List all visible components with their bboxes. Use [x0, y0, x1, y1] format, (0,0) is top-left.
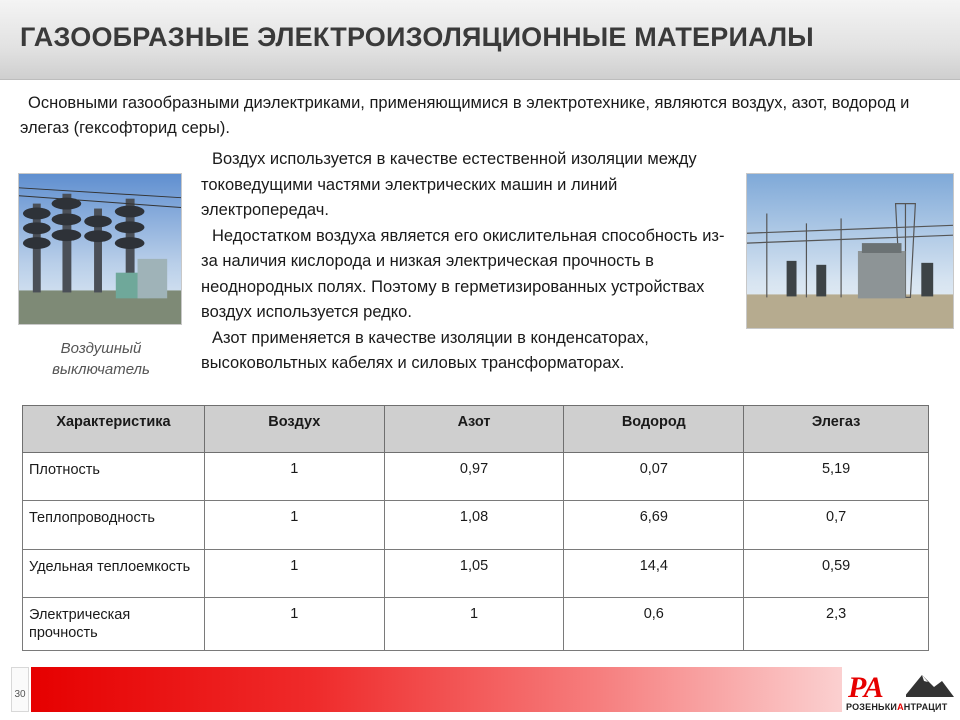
cell-value: 1: [384, 598, 564, 651]
substation-photo: [746, 173, 954, 329]
title-bar: [0, 0, 960, 80]
row-label: Плотность: [23, 453, 205, 501]
slide-title: ГАЗООБРАЗНЫЕ ЭЛЕКТРОИЗОЛЯЦИОННЫЕ МАТЕРИАЛЫ: [20, 22, 814, 52]
cell-value: 6,69: [564, 501, 744, 549]
properties-table: [22, 405, 929, 651]
cell-value: 0,7: [744, 501, 929, 549]
cell-value: 1,05: [384, 549, 564, 597]
cell-value: 1: [204, 501, 384, 549]
cell-value: 0,97: [384, 453, 564, 501]
header-nitrogen: Азот: [384, 406, 564, 453]
table-row: [23, 598, 929, 651]
cell-value: 0,59: [744, 549, 929, 597]
cell-value: 1: [204, 549, 384, 597]
header-air: Воздух: [204, 406, 384, 453]
row-label: Теплопроводность: [23, 501, 205, 549]
header-sf6: Элегаз: [744, 406, 929, 453]
table-row: [23, 501, 929, 549]
page-number: 30: [11, 667, 29, 712]
cell-value: 0,07: [564, 453, 744, 501]
paragraph-nitrogen: Азот применяется в качестве изоляции в конденсаторах, высоковольтных кабелях и силовых трансформаторах.: [201, 328, 649, 372]
body-text: [201, 147, 741, 377]
cell-value: 1: [204, 453, 384, 501]
logo-caption: РОЗЕНЬКИАНТРАЦИТ: [846, 702, 948, 712]
cell-value: 2,3: [744, 598, 929, 651]
table-row: [23, 453, 929, 501]
cell-value: 1,08: [384, 501, 564, 549]
cell-value: 14,4: [564, 549, 744, 597]
paragraph-air-drawbacks: Недостатком воздуха является его окислительная способность из-за наличия кислорода и низкая электрическая прочность в неоднородных полях. Поэтому в герметизированных устройствах воздух используется редко.: [201, 226, 725, 321]
footer-bar: [31, 667, 842, 712]
logo-letters: РА: [848, 671, 884, 704]
cell-value: 0,6: [564, 598, 744, 651]
intro-text: Основными газообразными диэлектриками, применяющимися в электротехнике, являются воздух, азот, водород и элегаз (гексофторид серы).: [20, 94, 910, 137]
table-header-row: [23, 406, 929, 453]
photo-caption: Воздушный выключатель: [52, 340, 150, 378]
table-row: [23, 549, 929, 597]
row-label: Электрическая прочность: [23, 598, 205, 651]
header-characteristic: Характеристика: [23, 406, 205, 453]
cell-value: 1: [204, 598, 384, 651]
cell-value: 5,19: [744, 453, 929, 501]
paragraph-air: Воздух используется в качестве естественной изоляции между токоведущими частями электрических машин и линий электропередач.: [201, 150, 697, 219]
air-breaker-photo: [18, 173, 182, 325]
header-hydrogen: Водород: [564, 406, 744, 453]
row-label: Удельная теплоемкость: [23, 549, 205, 597]
